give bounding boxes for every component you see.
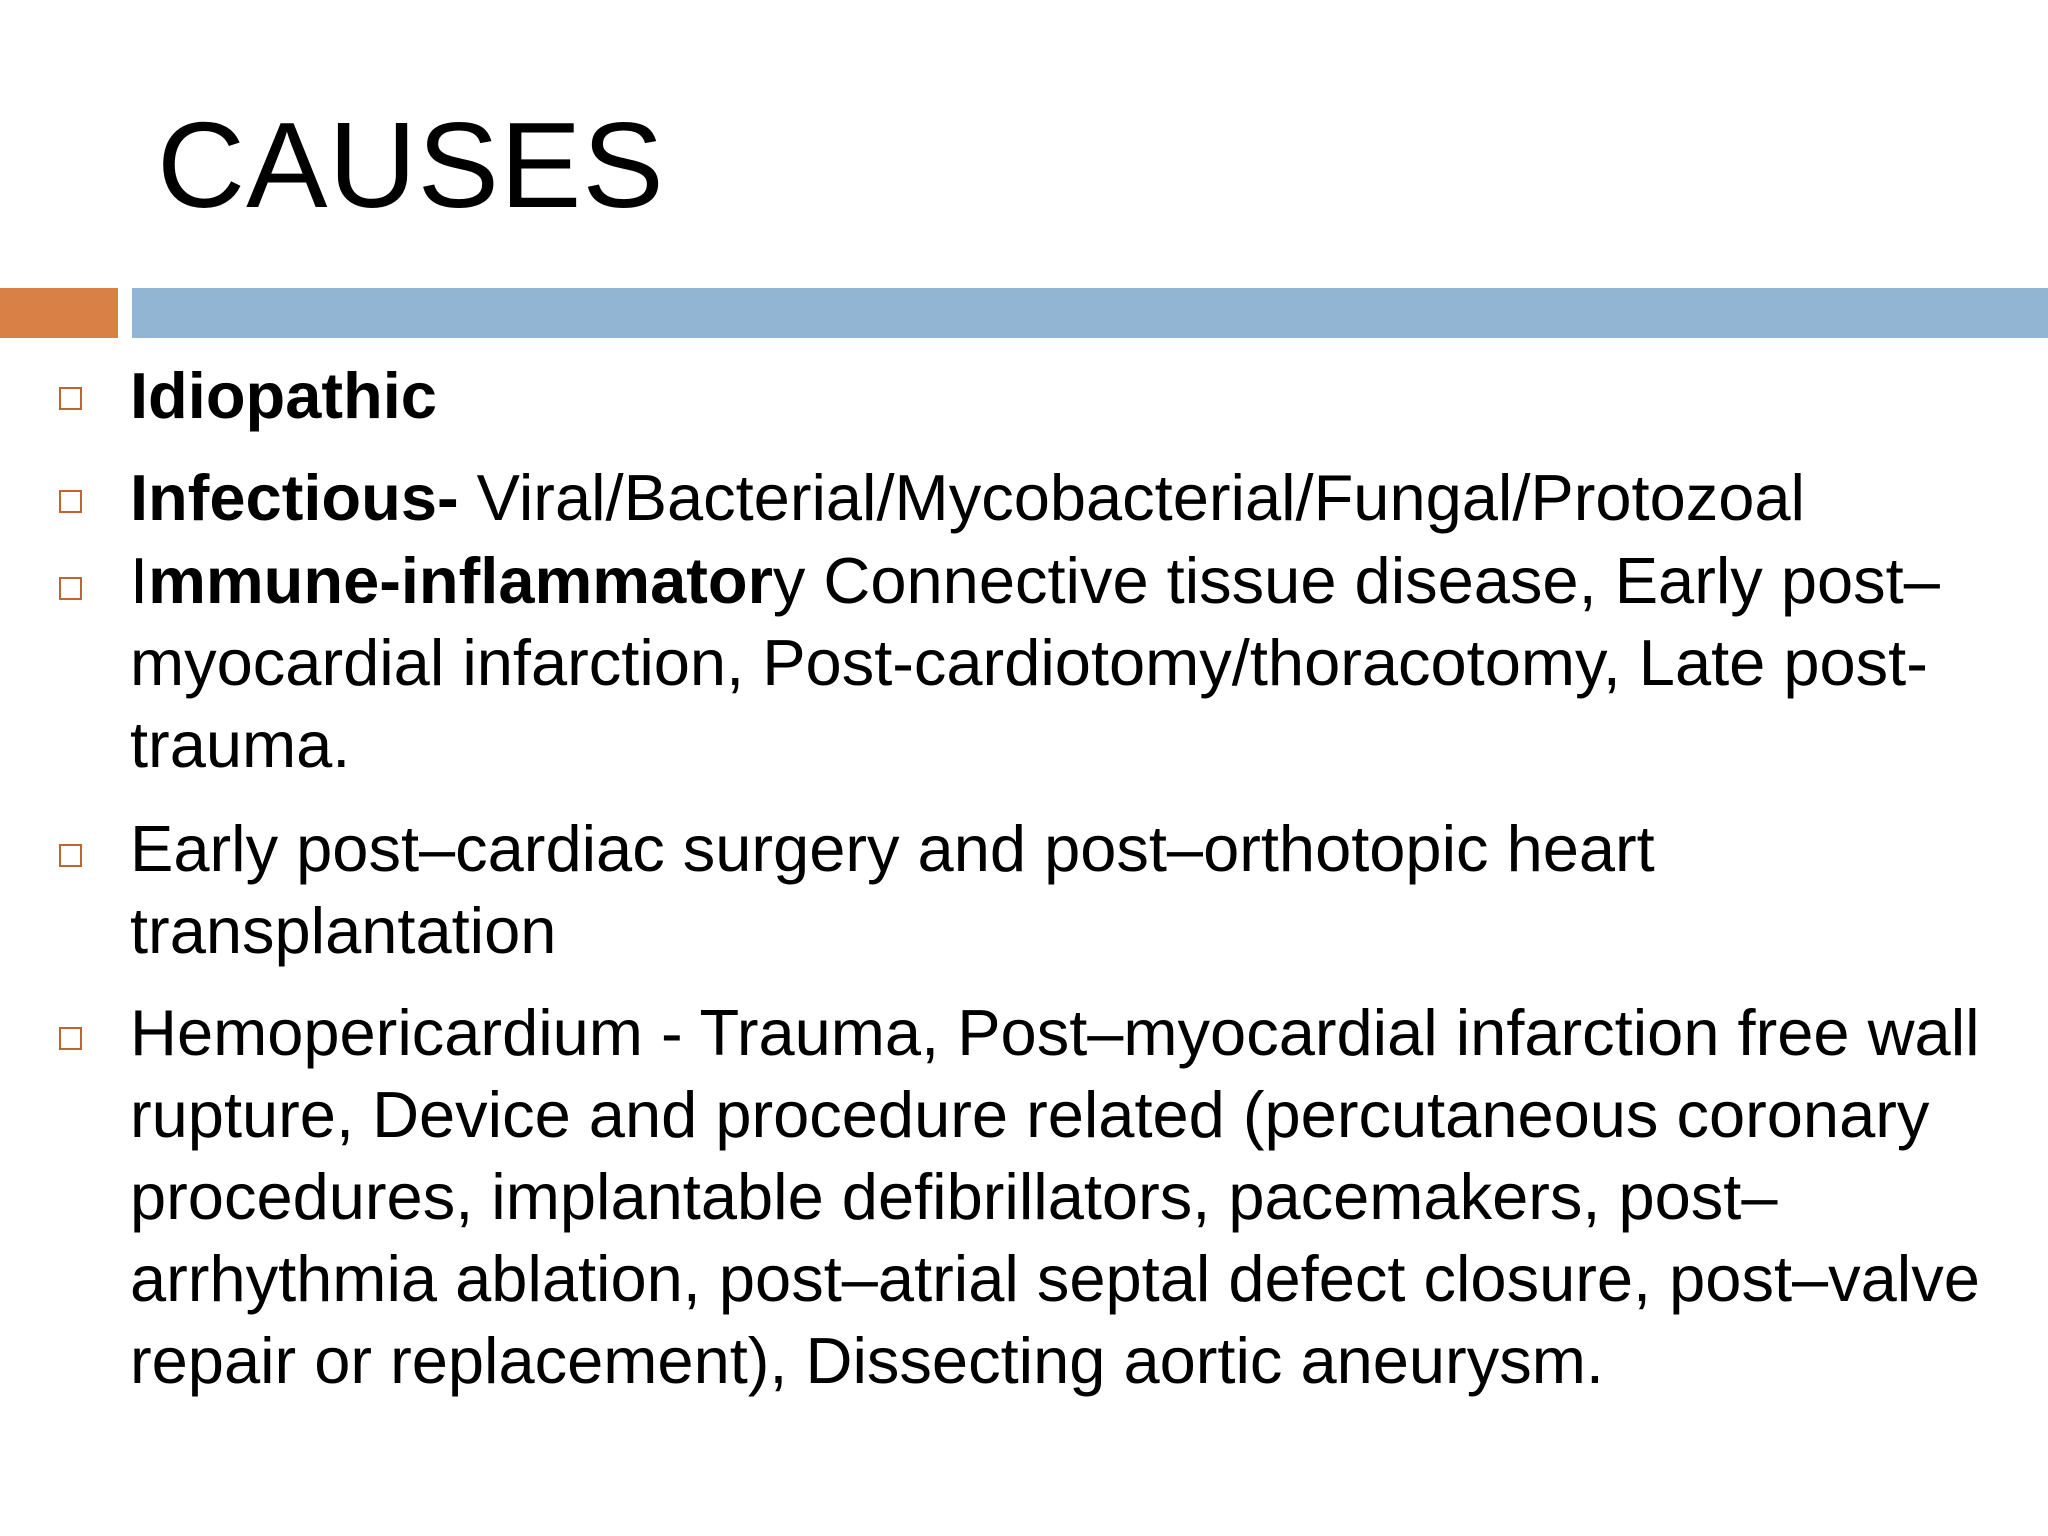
title-divider-bar bbox=[132, 288, 2048, 338]
item-text: y Connective tissue disease, Early post–myocardial infarction, Post-cardiotomy/thoracotomy, Late post- trauma. bbox=[130, 544, 1940, 781]
bullet-square-icon bbox=[59, 844, 82, 867]
item-text: Early post–cardiac surgery and post–orthotopic heart transplantation bbox=[130, 812, 1655, 967]
item-bold-label: Infectious- bbox=[130, 461, 459, 534]
list-item-early-post-cardiac bbox=[130, 808, 2010, 972]
bullet-square-icon bbox=[59, 490, 82, 513]
item-prefix: I bbox=[130, 544, 149, 617]
bullet-square-icon bbox=[59, 1027, 82, 1050]
list-item-idiopathic bbox=[130, 355, 2010, 437]
bullet-square-icon bbox=[59, 387, 82, 410]
slide-title: CAUSES bbox=[157, 97, 665, 233]
item-bold-label: mmune-inflammator bbox=[148, 544, 773, 617]
list-item-immune-inflammatory bbox=[130, 540, 2010, 786]
list-item-hemopericardium bbox=[130, 992, 2010, 1402]
item-bold-label: Idiopathic bbox=[130, 359, 437, 432]
item-text: Hemopericardium - Trauma, Post–myocardial infarction free wall rupture, Device and procedure related (percutaneous coronary procedures, implantable defibrillators, pacemakers, post–arrhythmia ablation, post–atrial septal defect closure, post–valve repair or replacement), Dissecting aortic aneurysm. bbox=[130, 996, 1980, 1397]
bullet-square-icon bbox=[59, 577, 82, 600]
accent-bar bbox=[0, 288, 118, 338]
list-item-infectious bbox=[130, 457, 2010, 539]
item-text: Viral/Bacterial/Mycobacterial/Fungal/Protozoal bbox=[458, 461, 1805, 534]
